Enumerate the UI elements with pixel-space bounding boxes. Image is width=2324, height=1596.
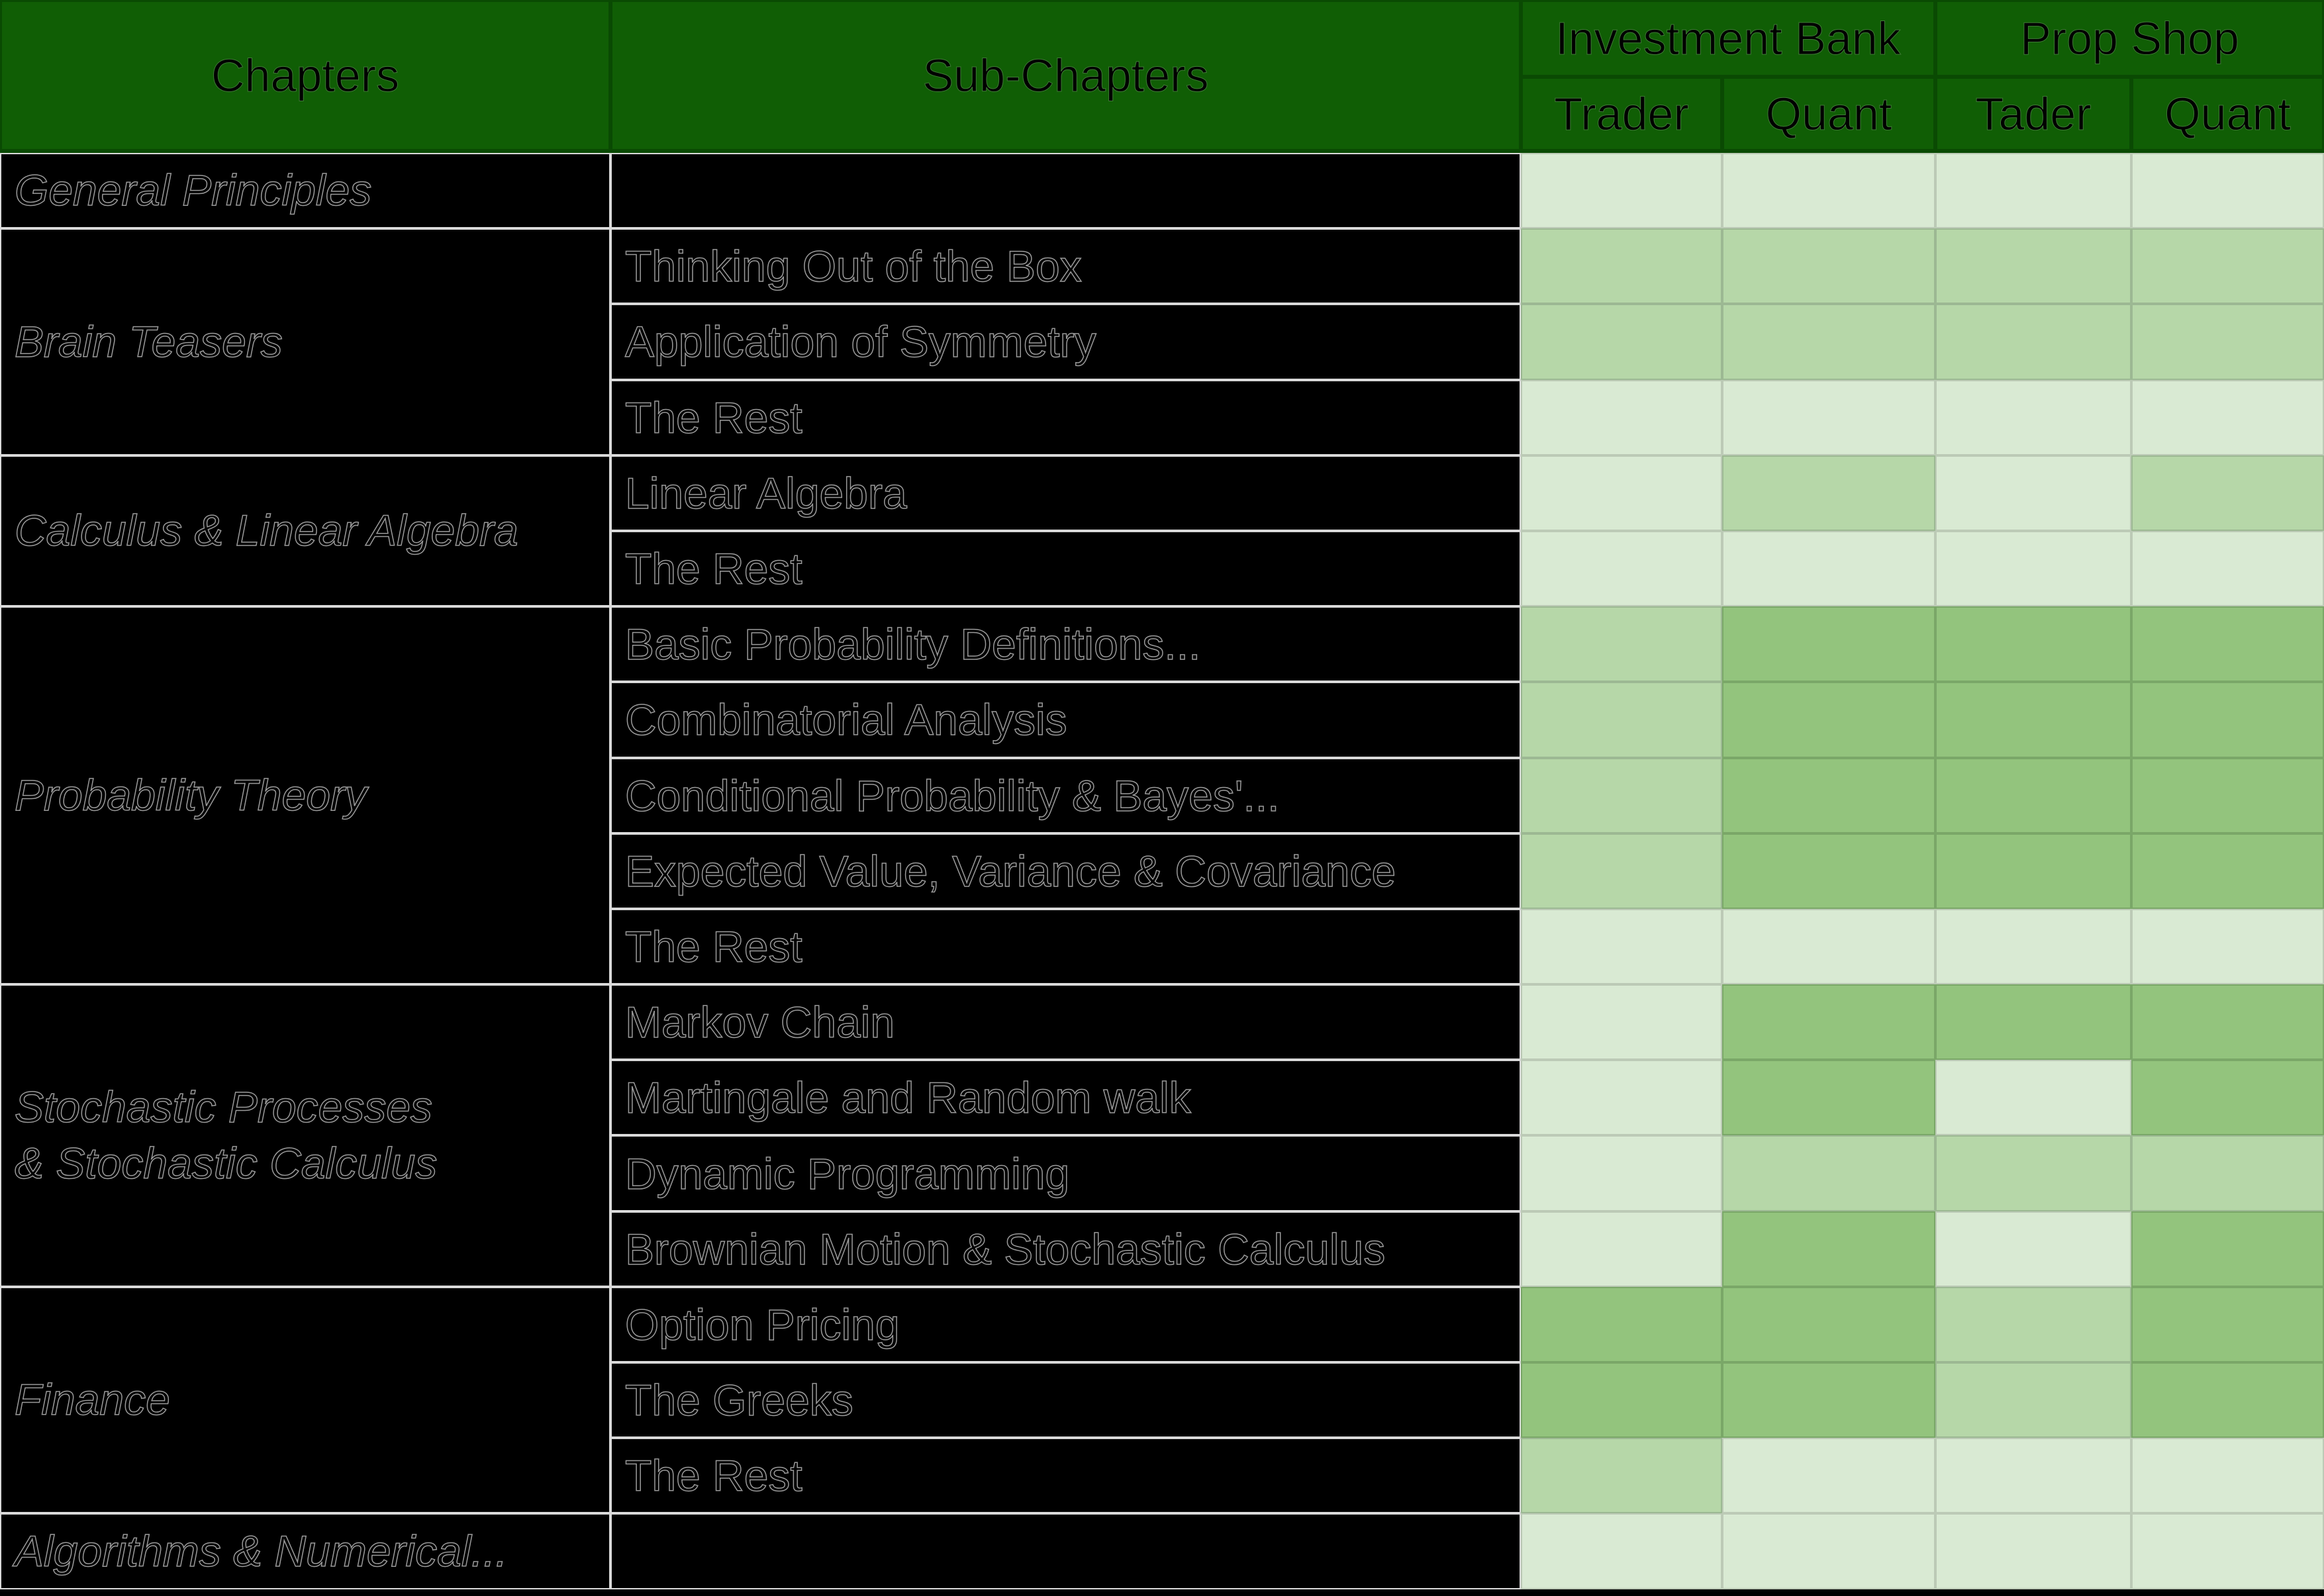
importance-cell bbox=[1935, 682, 2131, 757]
importance-cell bbox=[2131, 380, 2324, 455]
importance-cell bbox=[1722, 1211, 1935, 1287]
importance-cell bbox=[2131, 304, 2324, 379]
importance-cell bbox=[1935, 304, 2131, 379]
importance-cell bbox=[1521, 1287, 1722, 1362]
importance-cell bbox=[1521, 153, 1722, 228]
sub-chapter-cell: Expected Value, Variance & Covariance bbox=[610, 833, 1521, 909]
importance-cell bbox=[2131, 606, 2324, 682]
importance-cell bbox=[1722, 1135, 1935, 1211]
importance-cell bbox=[1935, 380, 2131, 455]
importance-cell bbox=[1521, 304, 1722, 379]
importance-cell bbox=[1722, 1287, 1935, 1362]
importance-cell bbox=[1722, 984, 1935, 1060]
importance-cell bbox=[1722, 833, 1935, 909]
header-ps-quant: Quant bbox=[2131, 77, 2324, 153]
importance-cell bbox=[1935, 455, 2131, 531]
sub-chapter-cell: Linear Algebra bbox=[610, 455, 1521, 531]
sub-chapter-cell bbox=[610, 1513, 1521, 1589]
importance-cell bbox=[2131, 1135, 2324, 1211]
importance-cell bbox=[1935, 531, 2131, 606]
chapter-label bbox=[15, 767, 367, 824]
importance-cell bbox=[1722, 1362, 1935, 1438]
importance-cell bbox=[1521, 1513, 1722, 1589]
chapter-label-line: Brain Teasers bbox=[15, 316, 283, 366]
chapter-label-line: General Principles bbox=[15, 165, 372, 215]
importance-cell bbox=[1935, 1060, 2131, 1135]
sub-chapter-cell: The Rest bbox=[610, 531, 1521, 606]
importance-cell bbox=[1722, 606, 1935, 682]
importance-cell bbox=[1722, 1438, 1935, 1513]
importance-cell bbox=[1935, 228, 2131, 304]
importance-cell bbox=[1935, 833, 2131, 909]
sub-chapter-cell: Dynamic Programming bbox=[610, 1135, 1521, 1211]
importance-cell bbox=[2131, 1438, 2324, 1513]
importance-cell bbox=[1935, 1362, 2131, 1438]
header-ib-quant: Quant bbox=[1722, 77, 1935, 153]
importance-cell bbox=[1935, 1135, 2131, 1211]
importance-cell bbox=[2131, 1362, 2324, 1438]
importance-cell bbox=[1521, 758, 1722, 833]
importance-cell bbox=[2131, 531, 2324, 606]
importance-cell bbox=[1935, 153, 2131, 228]
importance-cell bbox=[1521, 1060, 1722, 1135]
chapter-label-line: Stochastic Processes bbox=[15, 1082, 432, 1131]
importance-cell bbox=[2131, 1060, 2324, 1135]
importance-cell bbox=[1521, 1211, 1722, 1287]
chapter-label-line: Calculus & Linear Algebra bbox=[15, 506, 518, 555]
importance-cell bbox=[1521, 531, 1722, 606]
chapter-label-line: Algorithms & Numerical... bbox=[15, 1526, 508, 1575]
chapter-label bbox=[15, 1523, 508, 1580]
chapter-cell bbox=[0, 1513, 610, 1589]
sub-chapter-cell: Brownian Motion & Stochastic Calculus bbox=[610, 1211, 1521, 1287]
importance-cell bbox=[1722, 531, 1935, 606]
chapter-label bbox=[15, 162, 371, 219]
sub-chapter-cell: The Greeks bbox=[610, 1362, 1521, 1438]
importance-cell bbox=[1935, 606, 2131, 682]
sub-chapter-cell: Thinking Out of the Box bbox=[610, 228, 1521, 304]
importance-cell bbox=[1521, 1362, 1722, 1438]
importance-cell bbox=[1521, 606, 1722, 682]
importance-cell bbox=[1722, 909, 1935, 984]
importance-cell bbox=[1722, 1513, 1935, 1589]
importance-cell bbox=[1521, 228, 1722, 304]
importance-cell bbox=[1521, 455, 1722, 531]
sub-chapter-cell: Combinatorial Analysis bbox=[610, 682, 1521, 757]
importance-cell bbox=[1521, 984, 1722, 1060]
header-ib-trader: Trader bbox=[1521, 77, 1722, 153]
importance-cell bbox=[1722, 1060, 1935, 1135]
chapter-label-line: Probability Theory bbox=[15, 770, 367, 820]
importance-cell bbox=[2131, 153, 2324, 228]
importance-cell bbox=[1935, 1287, 2131, 1362]
header-prop-shop: Prop Shop bbox=[1935, 0, 2324, 77]
sub-chapter-cell bbox=[610, 153, 1521, 228]
importance-cell bbox=[2131, 455, 2324, 531]
importance-cell bbox=[1935, 984, 2131, 1060]
chapter-label-line: & Stochastic Calculus bbox=[15, 1139, 438, 1188]
importance-cell bbox=[1521, 1135, 1722, 1211]
importance-cell bbox=[2131, 682, 2324, 757]
sub-chapter-cell: Application of Symmetry bbox=[610, 304, 1521, 379]
importance-cell bbox=[1935, 909, 2131, 984]
sub-chapter-cell: Basic Probability Definitions... bbox=[610, 606, 1521, 682]
importance-cell bbox=[1935, 1438, 2131, 1513]
importance-cell bbox=[1521, 380, 1722, 455]
importance-cell bbox=[2131, 1211, 2324, 1287]
importance-cell bbox=[1722, 304, 1935, 379]
importance-cell bbox=[1722, 455, 1935, 531]
importance-cell bbox=[1935, 1211, 2131, 1287]
chapter-label bbox=[15, 314, 283, 371]
header-investment-bank: Investment Bank bbox=[1521, 0, 1935, 77]
importance-cell bbox=[1935, 758, 2131, 833]
header-ps-trader: Tader bbox=[1935, 77, 2131, 153]
importance-cell bbox=[1722, 758, 1935, 833]
chapter-cell bbox=[0, 1287, 610, 1514]
chapter-label-line: Finance bbox=[15, 1375, 170, 1425]
importance-cell bbox=[1521, 909, 1722, 984]
importance-cell bbox=[2131, 758, 2324, 833]
sub-chapter-cell: The Rest bbox=[610, 909, 1521, 984]
importance-cell bbox=[1521, 1438, 1722, 1513]
sub-chapter-cell: Option Pricing bbox=[610, 1287, 1521, 1362]
chapter-cell bbox=[0, 153, 610, 228]
sub-chapter-cell: The Rest bbox=[610, 380, 1521, 455]
chapter-cell bbox=[0, 606, 610, 984]
sub-chapter-cell: Martingale and Random walk bbox=[610, 1060, 1521, 1135]
header-chapters: Chapters bbox=[0, 0, 610, 153]
chapter-cell bbox=[0, 984, 610, 1287]
chapter-label bbox=[15, 502, 518, 559]
importance-cell bbox=[1935, 1513, 2131, 1589]
importance-cell bbox=[1521, 833, 1722, 909]
importance-cell bbox=[2131, 984, 2324, 1060]
importance-cell bbox=[2131, 1513, 2324, 1589]
importance-cell bbox=[1722, 682, 1935, 757]
header-sub-chapters: Sub-Chapters bbox=[610, 0, 1521, 153]
importance-cell bbox=[2131, 1287, 2324, 1362]
importance-cell bbox=[2131, 228, 2324, 304]
sub-chapter-cell: The Rest bbox=[610, 1438, 1521, 1513]
importance-cell bbox=[1521, 682, 1722, 757]
importance-cell bbox=[2131, 833, 2324, 909]
importance-cell bbox=[1722, 228, 1935, 304]
sub-chapter-cell: Conditional Probability & Bayes'... bbox=[610, 758, 1521, 833]
chapter-label bbox=[15, 1372, 170, 1429]
importance-cell bbox=[1722, 380, 1935, 455]
sub-chapter-cell: Markov Chain bbox=[610, 984, 1521, 1060]
importance-cell bbox=[2131, 909, 2324, 984]
chapter-cell bbox=[0, 455, 610, 606]
chapter-cell bbox=[0, 228, 610, 455]
importance-cell bbox=[1722, 153, 1935, 228]
chapter-label bbox=[15, 1079, 437, 1193]
